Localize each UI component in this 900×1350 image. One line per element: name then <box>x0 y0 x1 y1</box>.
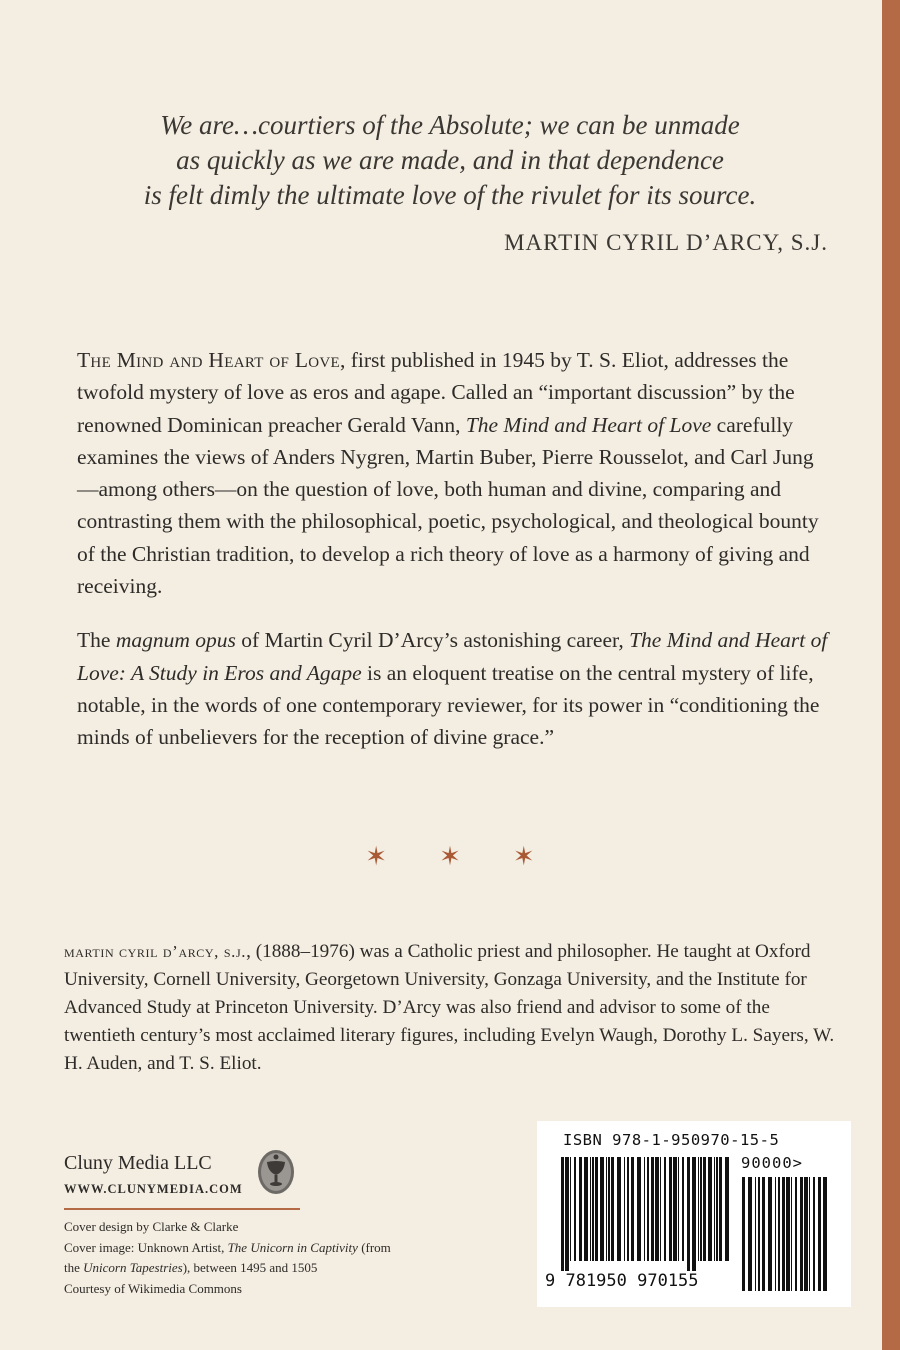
description-text: of Martin Cyril D’Arcy’s astonishing career, <box>235 628 630 653</box>
italic-phrase: magnum opus <box>115 628 236 653</box>
credit-text: Cover image: Unknown Artist, <box>64 1239 228 1255</box>
book-title-italic: The Mind and Heart of Love <box>465 412 712 437</box>
book-title-smallcaps: The Mind and Heart of Love <box>77 348 341 372</box>
book-description <box>77 344 833 776</box>
artwork-title: The Unicorn in Captivity <box>227 1239 358 1255</box>
credit-image-cont <box>64 1258 444 1279</box>
credit-text: ), between 1495 and 1505 <box>182 1260 318 1275</box>
epigraph-line: as quickly as we are made, and in that dependence <box>176 145 724 175</box>
epigraph-line: is felt dimly the ultimate love of the rivulet for its source. <box>143 180 757 210</box>
artwork-series: Unicorn Tapestries <box>83 1260 183 1275</box>
spine-band <box>882 0 900 1350</box>
ornament-divider <box>0 842 900 872</box>
credit-image <box>64 1238 444 1259</box>
author-bio <box>64 938 844 1078</box>
book-title-italic: The Mind and Heart of Love: A Study in Eros and Agape <box>77 628 828 685</box>
publisher-name: Cluny Media LLC <box>64 1152 212 1174</box>
credit-courtesy: Courtesy of Wikimedia Commons <box>64 1280 242 1296</box>
isbn-label: ISBN 978-1-950970-15-5 <box>563 1131 780 1149</box>
epigraph-quote <box>100 108 800 213</box>
description-text: carefully examines the views of Anders Nygren, Martin Buber, Pierre Rousselot, and Carl Jung—among others—on the question of love, both human and divine, comparing and contrasting them with the philosophical, poetic, psychological, and theological bounty of the Christian tradition, to develop a rich theory of love as a harmony of giving and receiving. <box>77 412 819 599</box>
author-bio-text: , (1888–1976) was a Catholic priest and philosopher. He taught at Oxford University, Cornell University, Georgetown University, Gonzaga University, and the Institute for Advanced Study at Princeton University. D’Arcy was also friend and advisor to some of the twentieth century’s most acclaimed literary figures, including Evelyn Waugh, Dorothy L. Sayers, W. H. Auden, and T. S. Eliot. <box>64 941 835 1074</box>
star-ornament-icon: ✶ <box>365 842 388 872</box>
epigraph-line: We are…courtiers of the Absolute; we can be unmade <box>160 110 740 140</box>
chalice-logo-icon <box>256 1148 296 1196</box>
price-code: 90000> <box>741 1154 803 1172</box>
description-text: , first published in 1945 by T. S. Eliot, addresses the twofold mystery of love as eros and agape. Called an “important discussion” by the renowned Dominican preacher Gerald Vann, <box>77 348 795 437</box>
star-ornament-icon: ✶ <box>439 842 461 872</box>
author-name: martin cyril d’arcy, s.j. <box>64 942 247 961</box>
publisher-rule <box>64 1208 300 1210</box>
description-paragraph-2 <box>77 624 833 753</box>
credit-text: the <box>64 1260 84 1275</box>
credit-design: Cover design by Clarke & Clarke <box>64 1219 239 1234</box>
isbn-barcode <box>537 1121 851 1307</box>
epigraph-attribution: MARTIN CYRIL D’ARCY, S.J. <box>504 230 828 255</box>
description-text: is an eloquent treatise on the central mystery of life, notable, in the words of one contemporary reviewer, for its power in “conditioning the minds of unbelievers for the reception of divine grace.” <box>77 660 820 750</box>
publisher-url[interactable]: WWW.CLUNYMEDIA.COM <box>64 1182 243 1196</box>
barcode-digits: 9 781950 970155 <box>545 1271 699 1291</box>
credit-text: (from <box>357 1239 391 1255</box>
description-paragraph-1 <box>77 344 833 602</box>
cover-credits <box>64 1217 444 1299</box>
star-ornament-icon: ✶ <box>512 842 535 872</box>
description-text: The <box>77 628 116 653</box>
